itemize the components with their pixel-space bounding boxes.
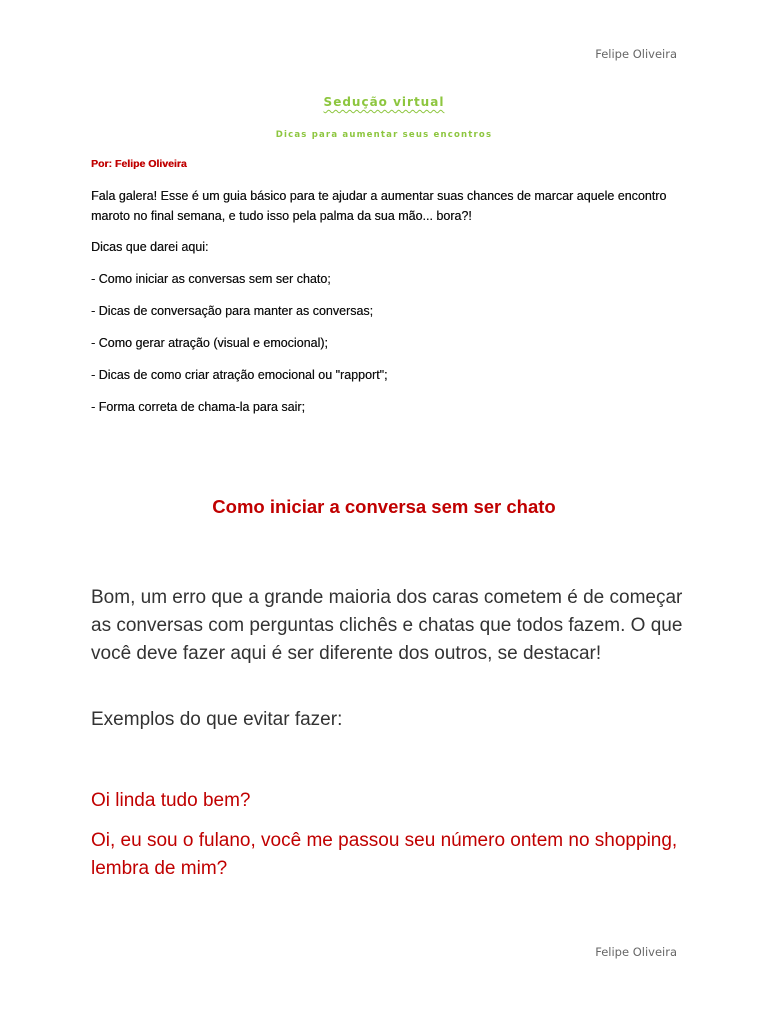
footer-author: Felipe Oliveira xyxy=(595,945,677,959)
section-heading: Como iniciar a conversa sem ser chato xyxy=(212,496,556,517)
bad-example-quote: Oi linda tudo bem? xyxy=(91,790,251,811)
tip-item: - Dicas de conversação para manter as conversas; xyxy=(91,304,374,318)
tip-item: - Como gerar atração (visual e emocional); xyxy=(91,336,328,350)
tip-item: - Como iniciar as conversas sem ser chato; xyxy=(91,272,331,286)
document-subtitle: Dicas para aumentar seus encontros xyxy=(275,130,493,140)
byline: Por: Felipe Oliveira xyxy=(91,158,187,170)
intro-paragraph: Fala galera! Esse é um guia básico para te ajudar a aumentar suas chances de marcar aquele encontro maroto no final semana, e tudo isso pela palma da sua mão... bora?! xyxy=(91,189,667,223)
tip-item: - Dicas de como criar atração emocional ou "rapport"; xyxy=(91,368,388,382)
header-author: Felipe Oliveira xyxy=(595,47,677,61)
bad-example-quote: Oi, eu sou o fulano, você me passou seu número ontem no shopping, lembra de mim? xyxy=(91,830,678,879)
examples-label: Exemplos do que evitar fazer: xyxy=(91,709,343,730)
document-title: Sedução virtual xyxy=(323,95,445,109)
tip-item: - Forma correta de chama-la para sair; xyxy=(91,400,305,414)
body-paragraph: Bom, um erro que a grande maioria dos caras cometem é de começar as conversas com perguntas clichês e chatas que todos fazem. O que você deve fazer aqui é ser diferente dos outros, se destacar! xyxy=(91,587,683,664)
tips-intro: Dicas que darei aqui: xyxy=(91,240,209,254)
